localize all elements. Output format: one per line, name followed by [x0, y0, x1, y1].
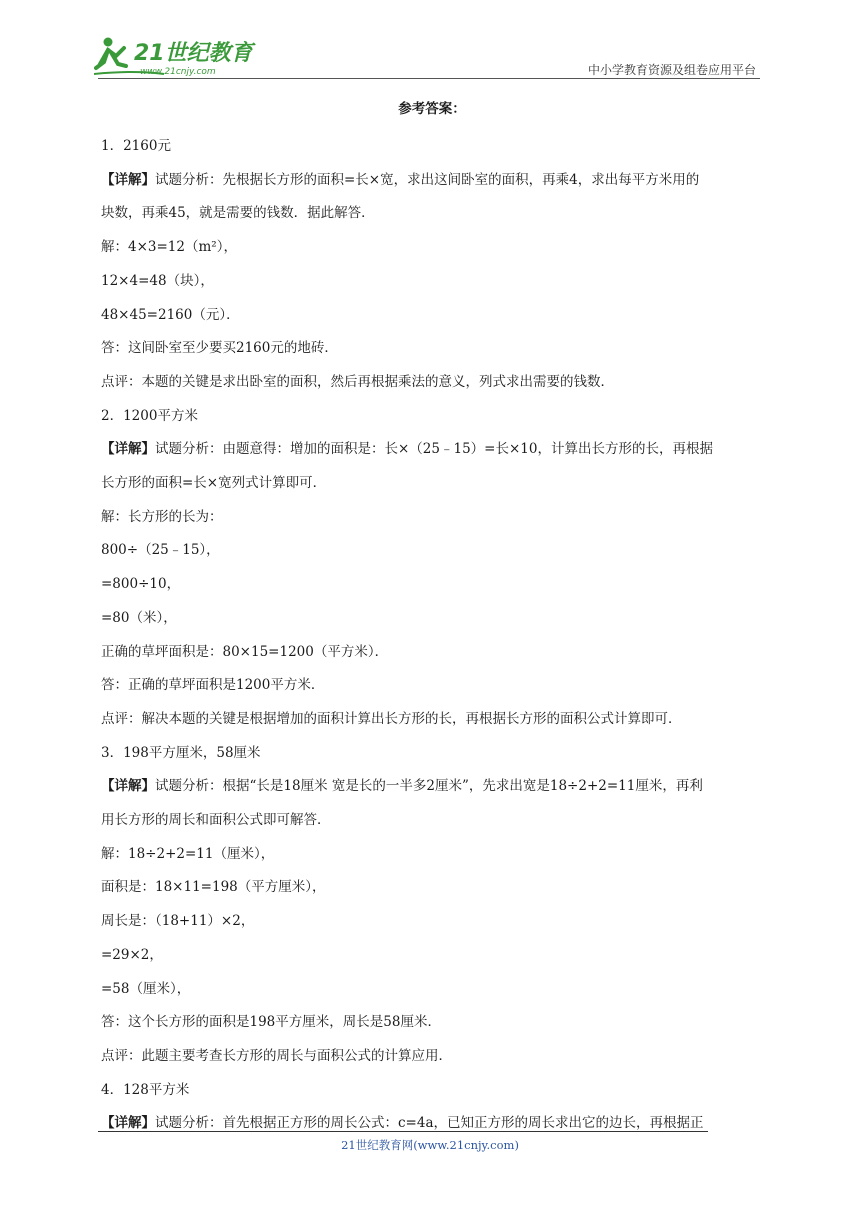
- answer-content: [101, 97, 763, 1141]
- text-line: 块数，再乘45，就是需要的钱数．据此解答．: [101, 205, 375, 222]
- footer-link[interactable]: 21世纪教育网(www.21cnjy.com): [341, 1138, 519, 1152]
- text-line: 答：这间卧室至少要买2160元的地砖．: [101, 340, 338, 357]
- detail-marker: 【详解】: [101, 1115, 155, 1132]
- text-line: 点评：此题主要考查长方形的周长与面积公式的计算应用．: [101, 1047, 452, 1064]
- text-line: 周长是：（18+11）×2，: [101, 913, 255, 930]
- text-line: 800÷（25﹣15），: [101, 542, 220, 559]
- text-line: 解：18÷2+2=11（厘米），: [101, 845, 275, 862]
- answer-lines: [101, 130, 763, 1141]
- text-line: 48×45=2160（元）．: [101, 306, 240, 323]
- text-line: 【详解】试题分析：根据“长是18厘米 宽是长的一半多2厘米”，先求出宽是18÷2+2=11厘米，再利: [101, 778, 703, 795]
- text-line: 【详解】试题分析：由题意得：增加的面积是：长×（25﹣15）=长×10，计算出长方形的长，再根据: [101, 441, 713, 458]
- text-line: 【详解】试题分析：首先根据正方形的周长公式：c=4a，已知正方形的周长求出它的边长，再根据正: [101, 1115, 704, 1132]
- text-line: 2．1200平方米: [101, 407, 198, 424]
- footer-divider: [98, 1131, 708, 1132]
- text-line: 1．2160元: [101, 138, 171, 154]
- header-divider: [98, 78, 760, 79]
- text-line: 3．198平方厘米，58厘米: [101, 744, 261, 761]
- text-line: 解：4×3=12（m²），: [101, 239, 237, 256]
- text-line: 答：这个长方形的面积是198平方厘米，周长是58厘米．: [101, 1014, 441, 1031]
- detail-marker: 【详解】: [101, 171, 155, 188]
- logo: [94, 34, 264, 78]
- platform-name: 中小学教育资源及组卷应用平台: [587, 63, 756, 77]
- text-line: =800÷10，: [101, 576, 181, 593]
- text-line: 用长方形的周长和面积公式即可解答．: [101, 812, 331, 829]
- text-line: 【详解】试题分析：先根据长方形的面积=长×宽，求出这间卧室的面积，再乘4，求出每平方米用的: [101, 171, 700, 188]
- detail-marker: 【详解】: [101, 778, 155, 795]
- detail-marker: 【详解】: [101, 441, 155, 458]
- text-line: 答：正确的草坪面积是1200平方米．: [101, 677, 325, 694]
- text-line: =80（米），: [101, 609, 177, 626]
- text-line: 正确的草坪面积是：80×15=1200（平方米）．: [101, 643, 389, 660]
- text-line: =29×2，: [101, 946, 163, 963]
- text-line: 长方形的面积=长×宽列式计算即可．: [101, 475, 327, 492]
- text-line: 4．128平方米: [101, 1081, 190, 1098]
- page-header: [0, 0, 860, 80]
- text-line: 面积是：18×11=198（平方厘米），: [101, 879, 326, 896]
- text-line: 解：长方形的长为：: [101, 508, 223, 525]
- page-title: 参考答案：: [398, 101, 466, 117]
- logo-text: 21世纪教育: [134, 41, 253, 66]
- text-line: 点评：本题的关键是求出卧室的面积，然后再根据乘法的意义，列式求出需要的钱数．: [101, 373, 614, 390]
- text-line: =58（厘米），: [101, 980, 191, 997]
- logo-url: www.21cnjy.com: [140, 67, 216, 77]
- text-line: 12×4=48（块），: [101, 272, 214, 289]
- text-line: 点评：解决本题的关键是根据增加的面积计算出长方形的长，再根据长方形的面积公式计算即可．: [101, 710, 682, 727]
